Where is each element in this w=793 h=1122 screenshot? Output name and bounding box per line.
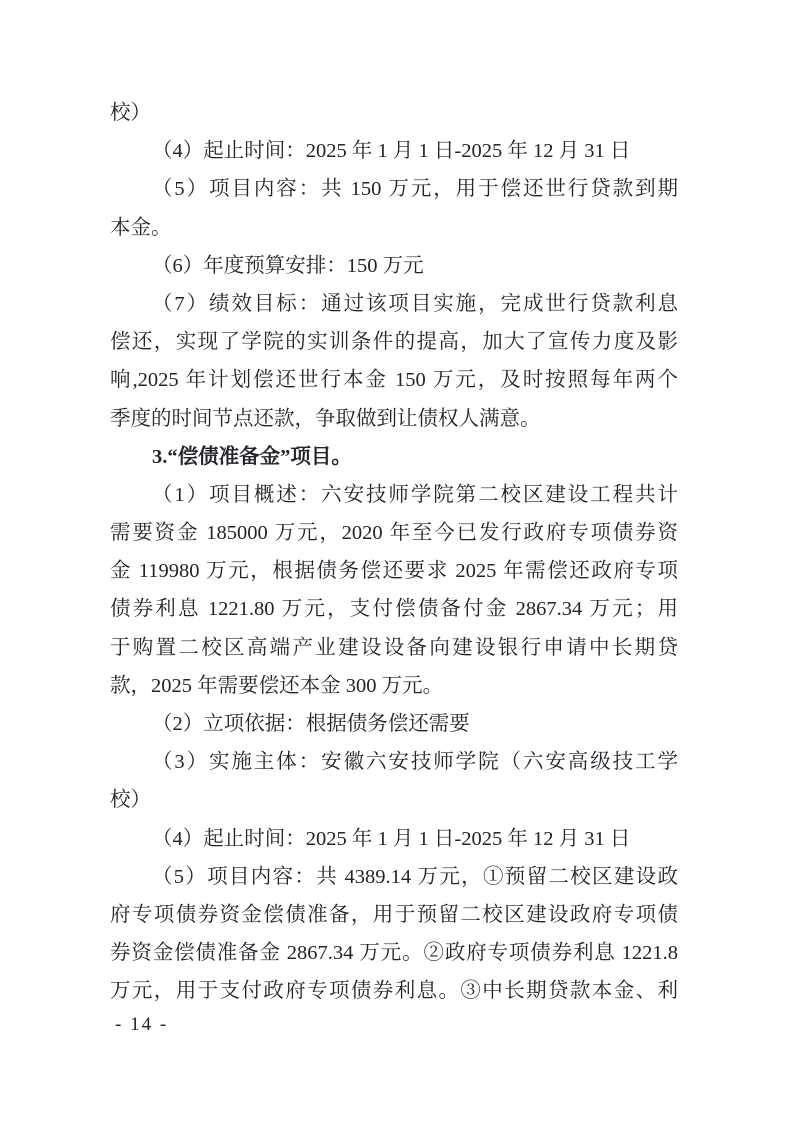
text-line: 需要资金 185000 万元，2020 年至今已发行政府专项债券资	[110, 522, 678, 545]
text-line: 债券利息 1221.80 万元，支付偿债备付金 2867.34 万元；用	[110, 598, 678, 621]
text-line: 季度的时间节点还款，争取做到让债权人满意。	[110, 407, 541, 430]
text-line: （7）绩效目标：通过该项目实施，完成世行贷款利息	[152, 292, 678, 315]
text-line: 府专项债券资金偿债准备，用于预留二校区建设政府专项债	[110, 903, 678, 926]
text-line: 响,2025 年计划偿还世行本金 150 万元，及时按照每年两个	[110, 369, 678, 392]
text-line: （5）项目内容：共 4389.14 万元，①预留二校区建设政	[152, 865, 678, 888]
text-line: 校）	[110, 102, 151, 124]
text-line: 款，2025 年需要偿还本金 300 万元。	[110, 674, 444, 697]
text-line: 于购置二校区高端产业建设设备向建设银行申请中长期贷	[110, 636, 678, 659]
text-line: 校）	[110, 789, 151, 812]
text-line: （5）项目内容：共 150 万元，用于偿还世行贷款到期	[152, 178, 678, 201]
text-line: 券资金偿债准备金 2867.34 万元。②政府专项债券利息 1221.8	[110, 942, 678, 965]
page-number: - 14 -	[115, 1014, 169, 1035]
text-line: 本金。	[110, 216, 172, 239]
text-line: 万元，用于支付政府专项债券利息。③中长期贷款本金、利	[110, 980, 678, 1003]
text-line: （6）年度预算安排：150 万元	[152, 254, 424, 277]
text-line: （2）立项依据：根据债务偿还需要	[152, 713, 470, 735]
text-line: 偿还，实现了学院的实训条件的提高，加大了宣传力度及影	[110, 331, 678, 354]
text-line: （4）起止时间：2025 年 1 月 1 日-2025 年 12 月 31 日	[152, 827, 631, 850]
text-line: （3）实施主体：安徽六安技师学院（六安高级技工学	[152, 751, 678, 774]
text-line: 金 119980 万元，根据债务偿还要求 2025 年需偿还政府专项	[110, 560, 678, 583]
document-body	[110, 94, 678, 1011]
section-heading: 3.“偿债准备金”项目。	[152, 445, 352, 468]
text-line: （1）项目概述：六安技师学院第二校区建设工程共计	[152, 483, 678, 506]
text-line: （4）起止时间：2025 年 1 月 1 日-2025 年 12 月 31 日	[152, 140, 631, 163]
